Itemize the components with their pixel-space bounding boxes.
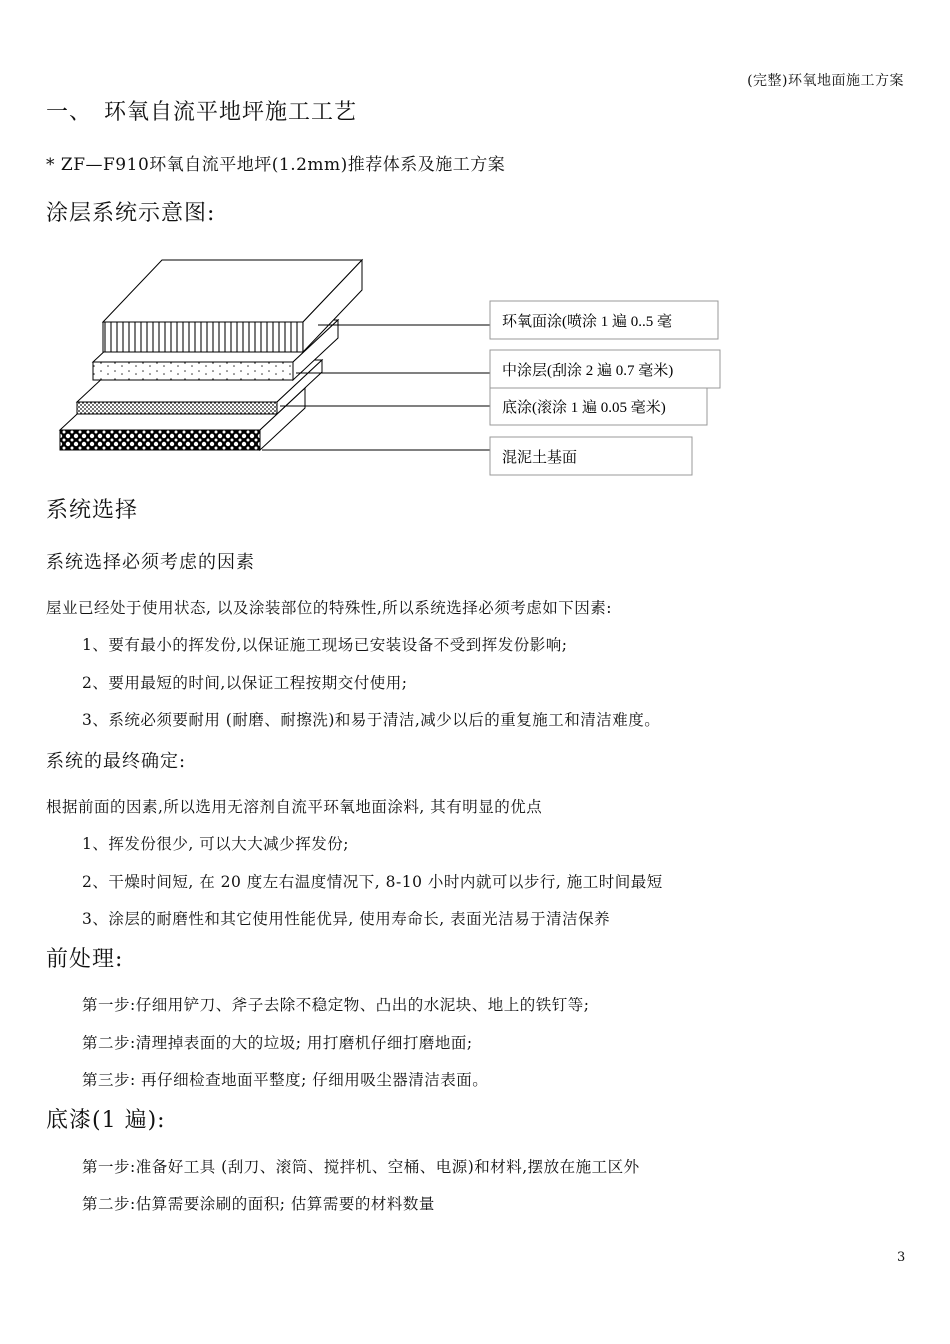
label-primer: 底涂(滚涂 1 遍 0.05 毫米) (502, 400, 666, 416)
diagram-heading: 涂层系统示意图: (46, 201, 216, 226)
running-header: (完整)环氧地面施工方案 (747, 73, 904, 89)
factor-item: 3、系统必须要耐用 (耐磨、耐擦洗)和易于清洁,减少以后的重复施工和清洁难度。 (82, 711, 661, 729)
section-title-text: 环氧自流平地坪施工工艺 (104, 100, 358, 125)
advantage-item: 1、挥发份很少, 可以大大减少挥发份; (82, 835, 349, 853)
advantage-item: 2、干燥时间短, 在 20 度左右温度情况下, 8-10 小时内就可以步行, 施工时间最短 (82, 873, 663, 891)
primer-heading: 底漆(1 遍): (46, 1108, 166, 1133)
pretreatment-step: 第三步: 再仔细检查地面平整度; 仔细用吸尘器清洁表面。 (82, 1071, 489, 1089)
factors-intro: 屋业已经处于使用状态, 以及涂装部位的特殊性,所以系统选择必须考虑如下因素: (46, 599, 613, 617)
factor-item: 1、要有最小的挥发份,以保证施工现场已安装设备不受到挥发份影响; (82, 636, 568, 654)
page-number: 3 (897, 1250, 906, 1265)
label-top-coat: 环氧面涂(喷涂 1 遍 0..5 毫 (502, 314, 672, 330)
system-subtitle: * ZF—F910环氧自流平地坪(1.2mm)推荐体系及施工方案 (46, 155, 506, 175)
primer-step: 第一步:准备好工具 (刮刀、滚筒、搅拌机、空桶、电源)和材料,摆放在施工区外 (82, 1158, 640, 1176)
factor-item: 2、要用最短的时间,以保证工程按期交付使用; (82, 674, 408, 692)
coating-layer-diagram (0, 0, 950, 500)
primer-step: 第二步:估算需要涂刷的面积; 估算需要的材料数量 (82, 1195, 435, 1213)
factors-heading: 系统选择必须考虑的因素 (46, 552, 255, 573)
pretreatment-step: 第二步:清理掉表面的大的垃圾; 用打磨机仔细打磨地面; (82, 1034, 473, 1052)
pretreatment-step: 第一步:仔细用铲刀、斧子去除不稳定物、凸出的水泥块、地上的铁钉等; (82, 996, 590, 1014)
final-selection-heading: 系统的最终确定: (46, 751, 187, 772)
final-selection-intro: 根据前面的因素,所以选用无溶剂自流平环氧地面涂料, 其有明显的优点 (46, 798, 543, 816)
label-middle-coat: 中涂层(刮涂 2 遍 0.7 毫米) (502, 363, 674, 379)
system-selection-heading: 系统选择 (46, 498, 139, 523)
label-concrete-base: 混泥土基面 (502, 450, 578, 466)
section-number: 一、 (46, 100, 93, 125)
advantage-item: 3、涂层的耐磨性和其它使用性能优异, 使用寿命长, 表面光洁易于清洁保养 (82, 910, 611, 928)
pretreatment-heading: 前处理: (46, 947, 124, 972)
